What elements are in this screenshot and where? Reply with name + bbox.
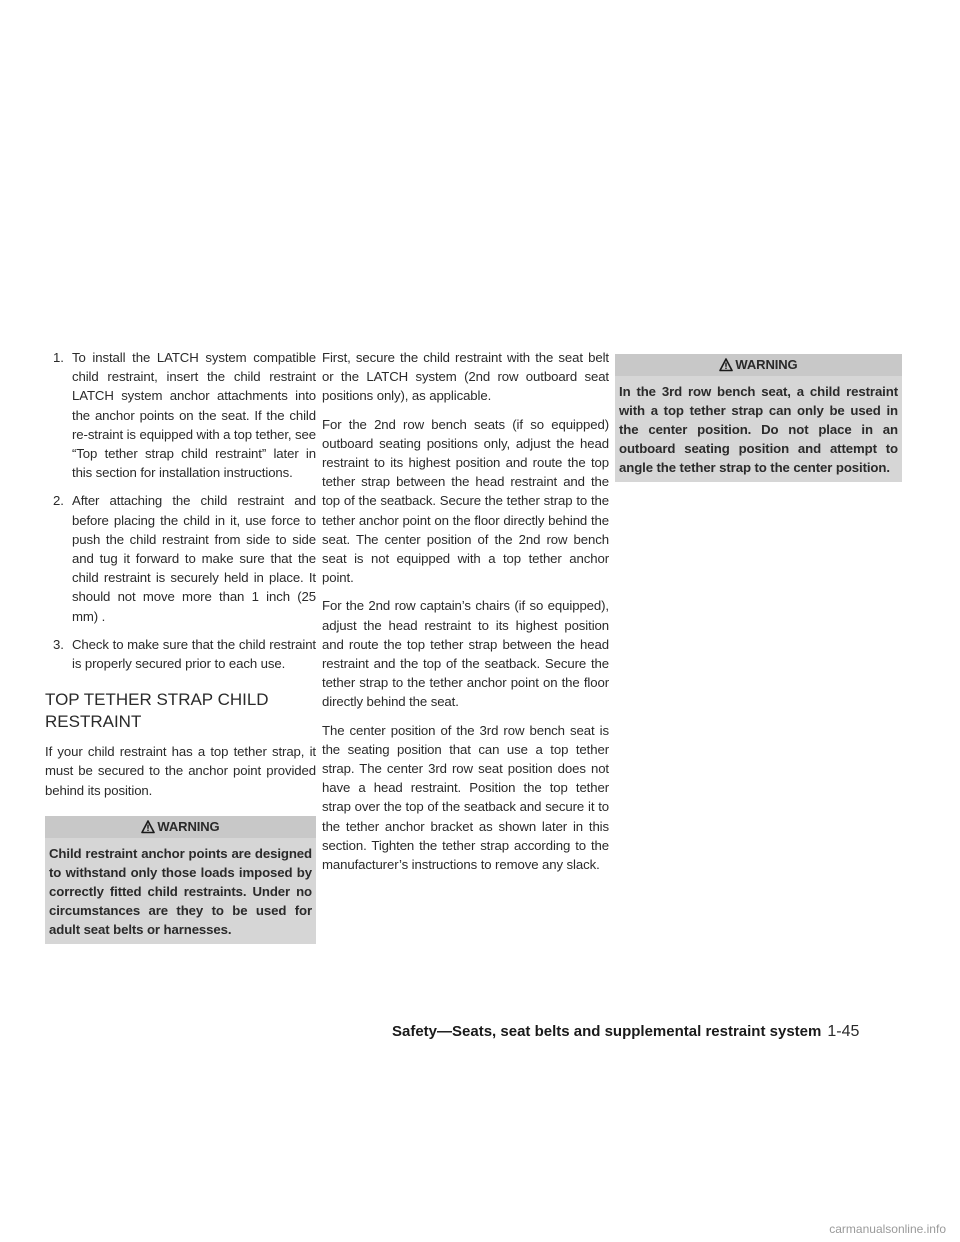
intro-paragraph: If your child restraint has a top tether strap, it must be secured to the anchor point provided behind its position. — [45, 744, 316, 798]
paragraph: First, secure the child restraint with the seat belt or the LATCH system (2nd row outboard seat positions only), as applicable. — [322, 350, 609, 404]
page-number: 1-45 — [827, 1023, 860, 1040]
warning-box — [615, 354, 902, 482]
watermark: carmanualsonline.info — [829, 1222, 946, 1236]
footer-section-title: Safety—Seats, seat belts and supplemental restraint system — [392, 1023, 822, 1040]
warning-triangle-icon — [719, 358, 733, 372]
warning-header: WARNING — [45, 816, 316, 838]
column-right — [615, 348, 902, 482]
warning-triangle-icon — [141, 820, 155, 834]
column-middle — [322, 348, 609, 883]
list-item: 2. After attaching the child restraint and before placing the child in it, use force to push the child restraint from side to side and tug it forward to make sure that the child restraint is securely held in place. It should not move more than 1 inch (25 mm) . — [53, 493, 316, 624]
list-item: 1. To install the LATCH system compatible child restraint, insert the child restraint LATCH system anchor attachments into the anchor points on the seat. If the child re-straint is equipped with a top tether, see “Top tether strap child restraint” later in this section for installation instructions. — [53, 350, 317, 481]
paragraph: The center position of the 3rd row bench seat is the seating position that can use a top tether strap. The center 3rd row seat position does not have a head restraint. Position the top tether strap over the top of the seatback and secure it to the tether anchor bracket as shown later in this section. Tighten the tether strap according to the manufacturer’s instructions to remove any slack. — [322, 722, 609, 873]
warning-header: WARNING — [615, 354, 902, 376]
step-text: After attaching the child restraint and before placing the child in it, use force to push the child restraint from side to side and tug it forward to make sure that the child restraint is securely held in place. It should not move more than 1 inch (25 mm) . — [72, 493, 316, 624]
warning-box — [45, 816, 316, 944]
page-footer — [392, 1022, 912, 1042]
column-left — [45, 348, 316, 944]
paragraph: For the 2nd row captain’s chairs (if so equipped), adjust the head restraint to its highest position and route the top tether strap between the head restraint and the top of the seatback. Secure the tether strap to the tether anchor point on the floor directly behind the seat. — [322, 598, 609, 710]
warning-text: Child restraint anchor points are designed to withstand only those loads imposed by correctly fitted child restraints. Under no circumstances are they to be used for adult seat belts or harnesses. — [49, 845, 312, 937]
warning-text: In the 3rd row bench seat, a child restraint with a top tether strap can only be used in the center position. Do not place in an outboard seating position and attempt to angle the tether strap to the center position. — [619, 384, 898, 475]
section-heading: TOP TETHER STRAP CHILD RESTRAINT — [45, 690, 269, 732]
list-item: 3. Check to make sure that the child restraint is properly secured prior to each use. — [53, 636, 316, 672]
paragraph: For the 2nd row bench seats (if so equipped) outboard seating positions only, adjust the head restraint to its highest position and route the top tether strap between the head restraint and the top of the seatback. Secure the tether strap to the tether anchor point on the floor directly behind the seat. The center position of the 2nd row bench seat is not equipped with a top tether anchor point. — [322, 416, 609, 586]
step-text: To install the LATCH system compatible child restraint, insert the child restraint LATCH system anchor attachments into the anchor points on the seat. If the child re-straint is equipped with a top tether, see “Top tether strap child restraint” later in this section for installation instructions. — [72, 350, 317, 481]
install-steps-list — [45, 348, 316, 673]
step-text: Check to make sure that the child restraint is properly secured prior to each use. — [72, 636, 316, 672]
